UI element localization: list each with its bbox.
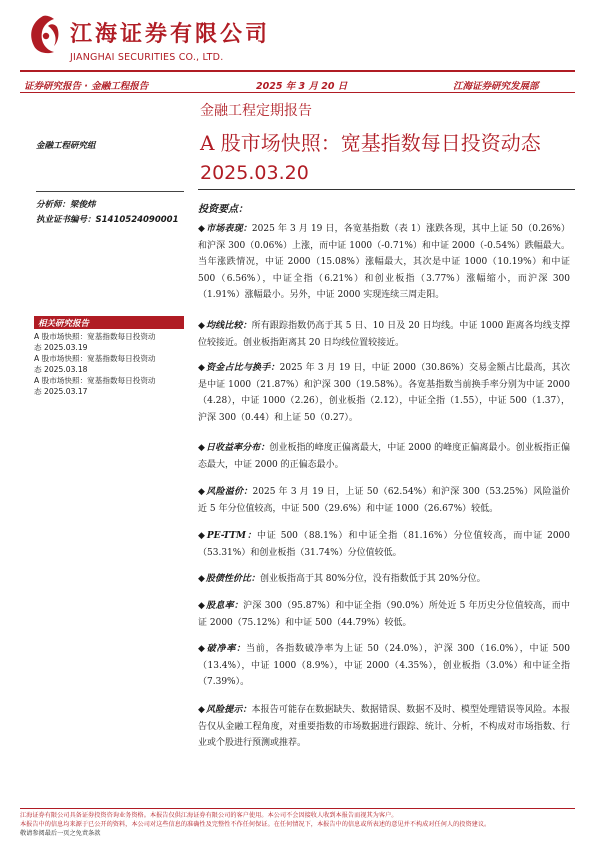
- point-label: 市场表现：: [206, 224, 252, 234]
- diamond-bullet-icon: ◆: [198, 705, 206, 715]
- diamond-bullet-icon: ◆: [198, 644, 206, 654]
- diamond-bullet-icon: ◆: [198, 224, 206, 234]
- license-number: 执业证书编号：S1410524090001: [36, 215, 179, 225]
- footer-disclaimer-line-1: 江海证券有限公司具备证券投资咨询业务资格。本报告仅供江海证券有限公司的客户使用。本公司不会因接收人收到本报告而视其为客户。: [20, 812, 398, 819]
- point-label: 股息率：: [206, 601, 244, 611]
- header-report-category: 证券研究报告 · 金融工程报告: [24, 81, 149, 92]
- point-label: 均线比较：: [206, 321, 252, 331]
- diamond-bullet-icon: ◆: [198, 531, 206, 541]
- diamond-bullet-icon: ◆: [198, 321, 206, 331]
- related-report-item[interactable]: [34, 331, 186, 353]
- title-divider: [198, 189, 575, 190]
- diamond-bullet-icon: ◆: [198, 443, 205, 453]
- header-top-rule: [20, 70, 575, 72]
- header-bottom-rule: [20, 92, 575, 93]
- report-date: 2025.03.20: [200, 162, 309, 184]
- point-text: 当前，各指数破净率为上证 50（24.0%），沪深 300（16.0%），中证 500（13.4%），中证 1000（8.9%），中证 2000（4.35%），创业板指（3.0%）和中证全指（7.39%）。: [198, 644, 570, 687]
- point-return-distribution: [198, 440, 570, 473]
- header-date: 2025 年 3 月 20 日: [256, 81, 348, 92]
- footer-disclaimer-link[interactable]: 敬请参阅最后一页之免责条款: [20, 830, 101, 837]
- related-report-date: 态 2025.03.17: [34, 387, 88, 396]
- point-text: 2025 年 3 月 19 日，各宽基指数（表 1）涨跌各现，其中上证 50（0.26%）和沪深 300（0.06%）上涨，而中证 1000（-0.71%）和中证 2000（-0.54%）跌幅最大。当年涨跌情况，中证 2000（15.08%）涨幅最大，其次是中证 1000（10.19%）和中证 500（6.56%），中证全指（6.21%）和创业板指（3.77%）涨幅缩小，而沪深 300（1.91%）涨幅最小。另外，中证 2000 实现连续三周走阳。: [198, 224, 570, 300]
- report-type: 金融工程定期报告: [200, 103, 312, 119]
- header-department: 江海证券研究发展部: [453, 81, 539, 92]
- related-reports-heading: 相关研究报告: [38, 319, 90, 329]
- diamond-bullet-icon: ◆: [198, 487, 206, 497]
- point-risk-premium: [198, 484, 570, 517]
- point-market-performance: [198, 221, 570, 304]
- diamond-bullet-icon: ◆: [198, 601, 206, 611]
- point-text: 创业板指的峰度正偏离最大，中证 2000 的峰度正偏离最小。创业板指正偏态最大，中证 2000 的正偏态最小。: [198, 443, 570, 470]
- related-report-date: 态 2025.03.19: [34, 343, 88, 352]
- point-risk-warning: [198, 702, 570, 752]
- related-report-title: A 股市场快照：宽基指数每日投资动: [34, 332, 156, 341]
- related-report-title: A 股市场快照：宽基指数每日投资动: [34, 376, 156, 385]
- point-label: 股债性价比：: [205, 574, 260, 584]
- related-report-item[interactable]: [34, 375, 186, 397]
- point-below-book: [198, 641, 570, 691]
- related-report-title: A 股市场快照：宽基指数每日投资动: [34, 354, 156, 363]
- analyst-name: 分析师：梁俊炜: [36, 200, 96, 210]
- point-text: 本报告可能存在数据缺失、数据错误、数据不及时、模型处理错误等风险。本报告仅从金融工程角度，对重要指数的市场数据进行跟踪、统计、分析，不构成对市场指数、行业或个股进行预测或推荐。: [198, 705, 570, 748]
- point-label: 破净率：: [206, 644, 246, 654]
- key-points-heading: 投资要点：: [198, 204, 248, 215]
- point-text: 2025 年 3 月 19 日，上证 50（62.54%）和沪深 300（53.25%）风险溢价近 5 年分位值较高，中证 500（29.6%）和中证 1000（26.67%）较低。: [198, 487, 570, 514]
- point-turnover: [198, 360, 570, 426]
- point-pe-ttm: [198, 528, 570, 561]
- related-report-item[interactable]: [34, 353, 186, 375]
- point-label: 日收益率分布：: [205, 443, 270, 453]
- point-equity-bond-ratio: [198, 571, 570, 588]
- point-text: 2025 年 3 月 19 日，中证 2000（30.86%）交易金额占比最高，其次是中证 1000（21.87%）和沪深 300（19.58%）。各宽基指数当前换手率分别为中证 2000（4.28），中证 1000（2.26），创业板指（2.12），中证全指（1.55），中证 500（1.37），沪深 300（0.44）和上证 50（0.27）。: [198, 363, 570, 423]
- point-moving-average: [198, 318, 570, 351]
- point-text: 中证 500（88.1%）和中证全指（81.16%）分位值较高，而中证 2000（53.31%）和创业板指（31.74%）分位值较低。: [198, 531, 571, 558]
- point-text: 所有跟踪指数仍高于其 5 日、10 日及 20 日均线。中证 1000 距离各均线支撑位较接近。创业板指距离其 20 日均线位置较接近。: [198, 321, 570, 348]
- point-text: 创业板指高于其 80%分位，没有指数低于其 20%分位。: [259, 574, 486, 584]
- diamond-bullet-icon: ◆: [198, 574, 205, 584]
- point-label: PE-TTM：: [206, 531, 257, 541]
- point-label: 资金占比与换手：: [206, 363, 280, 373]
- related-report-date: 态 2025.03.18: [34, 365, 88, 374]
- company-name-cn: 江海证券有限公司: [70, 21, 271, 47]
- point-text: 沪深 300（95.87%）和中证全指（90.0%）所处近 5 年历史分位值较高，而中证 2000（75.12%）和中证 500（44.79%）较低。: [198, 601, 570, 628]
- company-logo-icon: [24, 14, 62, 56]
- point-dividend-yield: [198, 598, 570, 631]
- point-label: 风险提示：: [206, 705, 252, 715]
- research-group: 金融工程研究组: [36, 141, 96, 151]
- footer-disclaimer-line-2: 本报告中的信息均来源于已公开的资料，本公司对这些信息的准确性及完整性不作任何保证。在任何情况下，本报告中的信息或所表述的意见并不构成对任何人的投资建议。: [20, 821, 491, 828]
- diamond-bullet-icon: ◆: [198, 363, 206, 373]
- company-name-en: JIANGHAI SECURITIES CO., LTD.: [70, 52, 224, 63]
- page-title: A 股市场快照：宽基指数每日投资动态: [200, 131, 541, 155]
- sidebar-divider: [36, 191, 184, 192]
- point-label: 风险溢价：: [206, 487, 253, 497]
- footer-rule: [20, 808, 575, 809]
